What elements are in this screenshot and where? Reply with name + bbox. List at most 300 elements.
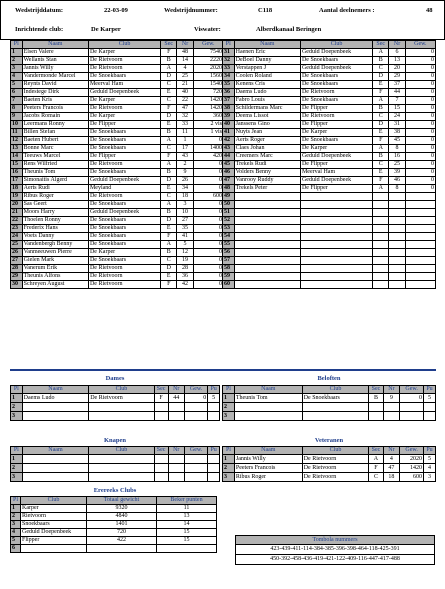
cell-pl: 28 xyxy=(11,265,23,273)
cell-pl: 35 xyxy=(223,81,235,89)
cell-nr: 25 xyxy=(177,73,193,81)
cell-name: Vanerum Erik xyxy=(22,265,88,273)
club-points: 14 xyxy=(157,521,217,529)
cell-club: De Karper xyxy=(88,49,160,57)
table-row xyxy=(223,121,436,129)
col-punt: Pu xyxy=(424,447,436,455)
cell-sec xyxy=(373,209,389,217)
clubs-header-row xyxy=(11,497,217,505)
cell-sec: C xyxy=(161,145,177,153)
veteranen-title: Veteranen xyxy=(314,437,344,444)
cell-name xyxy=(234,233,300,241)
cell-gew: 0 xyxy=(405,105,435,113)
cell-club xyxy=(89,403,154,412)
cell-pl: 36 xyxy=(223,89,235,97)
cell-name: Trekels Rudi xyxy=(234,161,300,169)
cell-club xyxy=(89,412,154,421)
club-points xyxy=(157,545,217,553)
cell-pl: 3 xyxy=(11,473,23,482)
cell-club xyxy=(300,273,372,281)
cell-pl: 11 xyxy=(11,129,23,137)
cell-pl: 33 xyxy=(223,65,235,73)
cell-sec: F xyxy=(161,281,177,289)
cell-gew: 0 xyxy=(405,137,435,145)
cell-nr: 21 xyxy=(177,81,193,89)
col-pl: Pl xyxy=(223,386,235,394)
cell-club: Geduld Doepenbeek xyxy=(300,153,372,161)
clubs-table xyxy=(10,496,217,553)
cell-sec: C xyxy=(373,113,389,121)
cell-pl: 19 xyxy=(11,193,23,201)
cell-gew xyxy=(405,249,435,257)
table-row xyxy=(11,113,224,121)
cell-pl: 4 xyxy=(11,73,23,81)
cell-pl: 20 xyxy=(11,201,23,209)
cell-nr: 33 xyxy=(177,121,193,129)
cell-sec: D xyxy=(161,113,177,121)
cell-pl: 27 xyxy=(11,257,23,265)
cell-name xyxy=(22,464,89,473)
cell-sec: D xyxy=(161,217,177,225)
cell-pl: 1 xyxy=(11,455,23,464)
cell-club: De Snoekbaars xyxy=(88,241,160,249)
table-row xyxy=(11,209,224,217)
cell-name xyxy=(22,473,89,482)
cell-name: Indestege Dirk xyxy=(22,89,88,97)
club-row xyxy=(11,537,217,545)
col-gew: Gew. xyxy=(400,447,424,455)
col-naam: Naam xyxy=(22,41,88,49)
cell-club: Geduld Doepenbeek xyxy=(88,177,160,185)
cell-sec: A xyxy=(373,49,389,57)
cell-pl: 23 xyxy=(11,225,23,233)
cell-pl: 57 xyxy=(223,257,235,265)
table-row xyxy=(223,177,436,185)
cell-nr: 15 xyxy=(389,105,405,113)
cell-nr: 9 xyxy=(383,394,400,403)
cell-pl: 13 xyxy=(11,145,23,153)
cell-sec xyxy=(373,273,389,281)
cell-sec: E xyxy=(161,225,177,233)
cell-pts: 4 xyxy=(424,464,436,473)
cell-nr: 17 xyxy=(177,145,193,153)
cell-gew: 600 xyxy=(193,193,223,201)
table-row xyxy=(223,241,436,249)
cell-pl: 3 xyxy=(11,65,23,73)
cell-name xyxy=(234,265,300,273)
cell-sec: A xyxy=(373,185,389,193)
cell-nr: 47 xyxy=(177,105,193,113)
cell-name: Wellants Stan xyxy=(22,57,88,65)
cell-name: Jannis Willy xyxy=(22,65,88,73)
cell-pl: 55 xyxy=(223,241,235,249)
table-row xyxy=(223,105,436,113)
cell-club: Geduld Doepenbeek xyxy=(88,209,160,217)
club-row xyxy=(11,529,217,537)
cell-nr xyxy=(168,473,184,482)
cell-club: De Rietvoorn xyxy=(88,65,160,73)
category-row xyxy=(223,455,436,464)
cell-name: Moors Harry xyxy=(22,209,88,217)
cell-gew xyxy=(184,403,207,412)
category-header-row xyxy=(11,447,220,455)
cell-gew: 0 xyxy=(193,225,223,233)
col-sec: Sec xyxy=(161,41,177,49)
cell-gew xyxy=(405,281,435,289)
cell-club: De Karper xyxy=(300,129,372,137)
col-club: Club xyxy=(88,41,160,49)
veteranen-table xyxy=(222,446,436,482)
cell-name: Haenen Eric xyxy=(234,49,300,57)
cell-pl: 37 xyxy=(223,97,235,105)
cell-pl: 60 xyxy=(223,281,235,289)
cell-pts: 5 xyxy=(424,394,436,403)
cell-nr: 44 xyxy=(389,89,405,97)
cell-club: De Snoekbaars xyxy=(88,169,160,177)
cell-name: Leermans Ronny xyxy=(22,121,88,129)
cell-club: Geduld Doepenbeek xyxy=(300,177,372,185)
cell-gew: 0 xyxy=(405,73,435,81)
match-number-label: Wedstrijdnummer: xyxy=(164,7,218,14)
cell-nr: 46 xyxy=(389,177,405,185)
cell-pl: 52 xyxy=(223,217,235,225)
cell-sec: F xyxy=(373,137,389,145)
cell-sec xyxy=(373,225,389,233)
cell-club: De Snoekbaars xyxy=(88,201,160,209)
cell-sec xyxy=(373,241,389,249)
cell-name: Reynts David xyxy=(22,81,88,89)
category-row xyxy=(223,403,436,412)
club-label: Inrichtende club: xyxy=(15,26,64,33)
cell-name: Jacobs Romain xyxy=(22,113,88,121)
cell-name: Vandermonde Marcel xyxy=(22,73,88,81)
col-punt: Pu xyxy=(424,386,436,394)
cell-gew xyxy=(405,201,435,209)
cell-gew: 0 xyxy=(193,209,223,217)
cell-pl: 51 xyxy=(223,209,235,217)
cell-gew: 0 xyxy=(193,265,223,273)
cell-name: Daems Ludo xyxy=(234,89,300,97)
cell-nr: 38 xyxy=(389,129,405,137)
cell-name: Ribus Roger xyxy=(234,473,302,482)
cell-pl: 39 xyxy=(223,113,235,121)
cell-sec: A xyxy=(369,455,383,464)
cell-pl: 32 xyxy=(223,57,235,65)
cell-pts xyxy=(208,455,220,464)
cell-nr: 43 xyxy=(177,153,193,161)
cell-name xyxy=(234,257,300,265)
cell-nr: 48 xyxy=(177,49,193,57)
cell-gew: 0 xyxy=(405,185,435,193)
col-naam: Naam xyxy=(22,386,89,394)
cell-gew: 2020 xyxy=(193,65,223,73)
cell-gew: 0 xyxy=(405,153,435,161)
table-row xyxy=(11,193,224,201)
cell-name: Nuyts Jean xyxy=(234,129,300,137)
dames-table xyxy=(10,385,220,421)
cell-club xyxy=(300,225,372,233)
cell-sec: A xyxy=(161,241,177,249)
cell-gew: 420 xyxy=(193,153,223,161)
col-nr: Nr xyxy=(383,447,400,455)
date-label: Wedstrijddatum: xyxy=(15,7,64,14)
cell-nr xyxy=(389,217,405,225)
cell-gew: 0 xyxy=(405,113,435,121)
cell-pl: 14 xyxy=(11,153,23,161)
col-gew: Gew. xyxy=(184,447,207,455)
col-club: Club xyxy=(302,386,369,394)
cell-pl: 30 xyxy=(11,281,23,289)
cell-name: Gielen Mark xyxy=(22,257,88,265)
tombola-table xyxy=(235,535,435,565)
table-row xyxy=(223,209,436,217)
club-total: 422 xyxy=(87,537,157,545)
cell-club: De Flipper xyxy=(300,185,372,193)
club-row xyxy=(11,505,217,513)
cell-club: De Karper xyxy=(88,249,160,257)
cell-pl: 10 xyxy=(11,121,23,129)
cell-club: De Flipper xyxy=(300,105,372,113)
cell-nr xyxy=(383,403,400,412)
cell-gew xyxy=(405,241,435,249)
cell-sec: D xyxy=(161,177,177,185)
col-gew: Gew. xyxy=(184,386,207,394)
club-club: Geduld Doepenbeek xyxy=(21,529,87,537)
match-number-value: C118 xyxy=(258,7,273,14)
cell-gew: 0 xyxy=(405,145,435,153)
cell-name: Fabro Louis xyxy=(234,97,300,105)
cell-club: De Flipper xyxy=(300,161,372,169)
cell-pl: 47 xyxy=(223,177,235,185)
cell-nr: 1 xyxy=(177,137,193,145)
cell-gew: 0 xyxy=(405,81,435,89)
knapen-table xyxy=(10,446,220,482)
cell-sec: B xyxy=(161,169,177,177)
col-nr: Nr xyxy=(177,41,193,49)
cell-name xyxy=(234,193,300,201)
cell-gew: 1 vis xyxy=(193,129,223,137)
category-row xyxy=(223,473,436,482)
club-points: 15 xyxy=(157,529,217,537)
cell-club: Meerval Ham xyxy=(300,169,372,177)
cell-sec: B xyxy=(373,153,389,161)
cell-gew: 0 xyxy=(193,161,223,169)
table-row xyxy=(11,249,224,257)
cell-sec: F xyxy=(373,177,389,185)
cell-club: De Snoekbaars xyxy=(88,137,160,145)
table-row xyxy=(223,273,436,281)
header-panel xyxy=(0,0,445,40)
table-row xyxy=(11,241,224,249)
club-club: Flipper xyxy=(21,537,87,545)
cell-sec: C xyxy=(161,257,177,265)
cell-gew: 0 xyxy=(193,137,223,145)
cell-gew: 0 xyxy=(193,177,223,185)
cell-gew: 0 xyxy=(405,129,435,137)
cell-pl: 40 xyxy=(223,121,235,129)
cell-pl: 22 xyxy=(11,217,23,225)
participants-value: 48 xyxy=(426,7,433,14)
cell-nr xyxy=(389,281,405,289)
col-club: Club xyxy=(302,447,369,455)
col-gew: Gew. xyxy=(400,386,424,394)
cell-sec: D xyxy=(161,265,177,273)
cell-pl: 34 xyxy=(223,73,235,81)
cell-pts: 5 xyxy=(208,394,220,403)
cell-sec: F xyxy=(369,464,383,473)
cell-name: Jannis Willy xyxy=(234,455,302,464)
cell-name: Theunis Tom xyxy=(22,169,88,177)
cell-pl: 45 xyxy=(223,161,235,169)
cell-pl: 2 xyxy=(11,403,23,412)
cell-nr: 18 xyxy=(383,473,400,482)
cell-gew xyxy=(405,273,435,281)
cell-club xyxy=(300,233,372,241)
cell-gew: 0 xyxy=(193,217,223,225)
cell-gew: 600 xyxy=(400,473,424,482)
cell-nr: 27 xyxy=(177,217,193,225)
cell-name: Claes Johan xyxy=(234,145,300,153)
table-row xyxy=(11,49,224,57)
cell-sec xyxy=(369,412,383,421)
club-pl: 1 xyxy=(11,505,21,513)
cell-sec xyxy=(154,403,168,412)
table-header-row xyxy=(11,41,224,49)
cell-pl: 3 xyxy=(223,473,235,482)
cell-name: Verstappen J xyxy=(234,65,300,73)
cell-nr: 25 xyxy=(389,161,405,169)
table-row xyxy=(11,81,224,89)
results-table-right xyxy=(222,40,436,289)
club-points: 15 xyxy=(157,537,217,545)
category-row xyxy=(223,394,436,403)
date-value: 22-03-09 xyxy=(104,7,128,14)
cell-name xyxy=(22,403,89,412)
table-row xyxy=(223,97,436,105)
table-row xyxy=(223,57,436,65)
cell-pl: 56 xyxy=(223,249,235,257)
table-row xyxy=(223,193,436,201)
table-row xyxy=(223,145,436,153)
table-row xyxy=(11,65,224,73)
cell-club: De Rietvoorn xyxy=(302,455,369,464)
cell-club xyxy=(89,455,154,464)
category-row xyxy=(11,473,220,482)
table-row xyxy=(223,281,436,289)
cell-club xyxy=(300,265,372,273)
table-row xyxy=(223,129,436,137)
cell-gew: 0 xyxy=(193,233,223,241)
cell-sec: A xyxy=(161,201,177,209)
cell-gew: 0 xyxy=(405,57,435,65)
cell-gew xyxy=(184,455,207,464)
cell-pl: 1 xyxy=(223,394,235,403)
cell-nr xyxy=(389,201,405,209)
table-row xyxy=(11,201,224,209)
cell-nr: 39 xyxy=(389,169,405,177)
cell-nr: 8 xyxy=(389,185,405,193)
cell-pl: 9 xyxy=(11,113,23,121)
cell-sec xyxy=(373,249,389,257)
cell-pl: 54 xyxy=(223,233,235,241)
table-row xyxy=(223,225,436,233)
cell-sec: A xyxy=(161,137,177,145)
table-row xyxy=(223,81,436,89)
club-total: 9320 xyxy=(87,505,157,513)
cell-gew xyxy=(184,412,207,421)
cell-nr: 6 xyxy=(389,49,405,57)
club-pl: 3 xyxy=(11,521,21,529)
cell-club: Meerval Ham xyxy=(88,81,160,89)
cell-name xyxy=(234,217,300,225)
cell-name: Rens Wilfried xyxy=(22,161,88,169)
cell-club: De Rietvoorn xyxy=(300,113,372,121)
cell-gew: 7540 xyxy=(193,49,223,57)
category-row xyxy=(11,455,220,464)
cell-club: De Snoekbaars xyxy=(302,394,369,403)
cell-name: Aerts Rudi xyxy=(22,185,88,193)
cell-name: Baeten Kris xyxy=(22,97,88,105)
cell-nr: 8 xyxy=(389,145,405,153)
cell-pl: 1 xyxy=(11,394,23,403)
cell-club: De Snoekbaars xyxy=(300,97,372,105)
cell-nr xyxy=(168,403,184,412)
cell-name: Vanrooy Ruddy xyxy=(234,177,300,185)
table-row xyxy=(11,145,224,153)
table-row xyxy=(223,49,436,57)
cell-club: Geduld Doepenbeek xyxy=(300,49,372,57)
cell-nr xyxy=(389,257,405,265)
club-row xyxy=(11,545,217,553)
cell-name xyxy=(234,403,302,412)
cell-nr: 20 xyxy=(389,65,405,73)
clubs-col-pl: Pl xyxy=(11,497,21,505)
cell-club: Geduld Doepenbeek xyxy=(88,89,160,97)
cell-nr xyxy=(168,464,184,473)
category-row xyxy=(223,464,436,473)
col-nr: Nr xyxy=(168,386,184,394)
cell-sec: B xyxy=(373,105,389,113)
cell-sec: A xyxy=(161,65,177,73)
cell-pl: 29 xyxy=(11,273,23,281)
table-row xyxy=(11,73,224,81)
cell-pl: 26 xyxy=(11,249,23,257)
cell-club: De Flipper xyxy=(300,121,372,129)
col-pl: Pl xyxy=(11,41,23,49)
cell-pl: 53 xyxy=(223,225,235,233)
cell-name xyxy=(234,209,300,217)
col-sec: Sec xyxy=(369,386,383,394)
col-sec: Sec xyxy=(369,447,383,455)
cell-club: De Rietvoorn xyxy=(88,161,160,169)
cell-name: Ribus Roger xyxy=(22,193,88,201)
cell-gew: 0 xyxy=(193,273,223,281)
cell-sec: C xyxy=(161,97,177,105)
table-row xyxy=(223,265,436,273)
cell-sec xyxy=(373,201,389,209)
dames-title: Dames xyxy=(105,375,125,382)
cell-sec: E xyxy=(373,81,389,89)
cell-pl: 16 xyxy=(11,169,23,177)
cell-sec xyxy=(373,281,389,289)
cell-club xyxy=(300,257,372,265)
cell-pl: 59 xyxy=(223,273,235,281)
cell-pl: 5 xyxy=(11,81,23,89)
cell-sec: C xyxy=(369,473,383,482)
club-points: 11 xyxy=(157,505,217,513)
cell-name: Bonne Marc xyxy=(22,145,88,153)
cell-sec xyxy=(154,464,168,473)
